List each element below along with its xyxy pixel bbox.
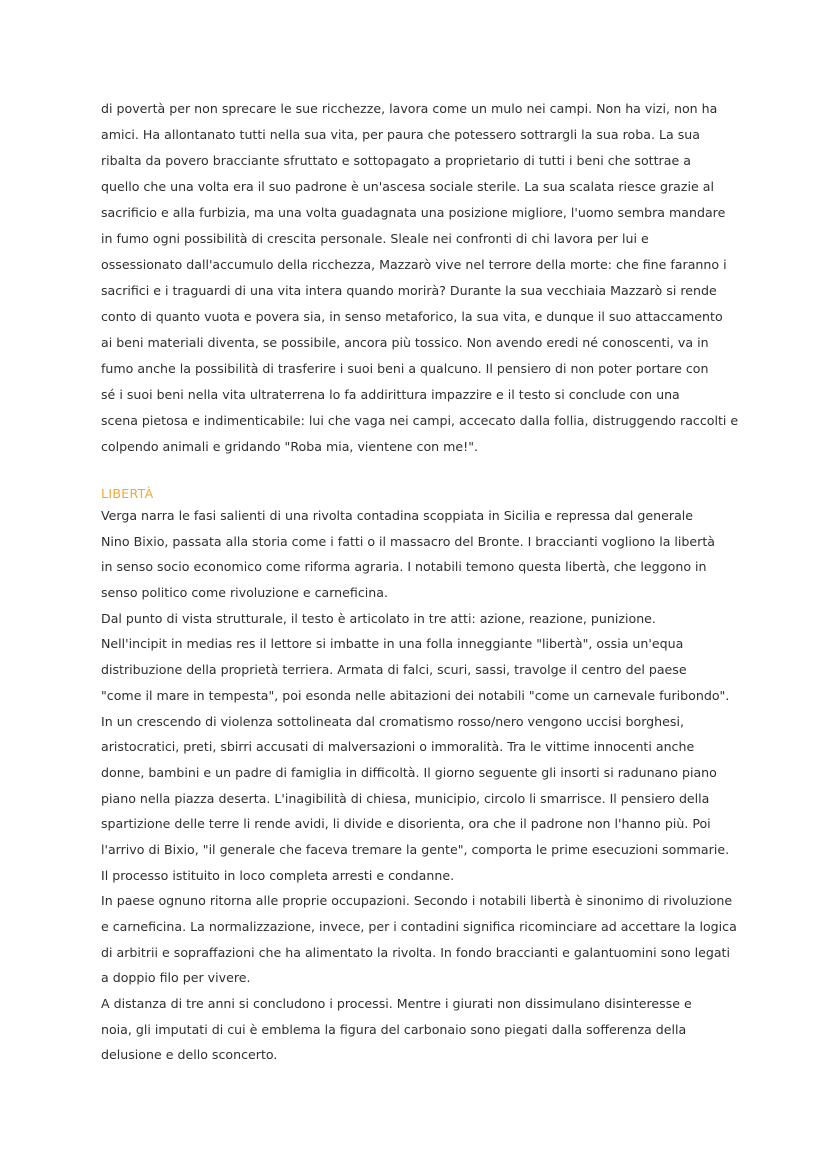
text-line: Dal punto di vista strutturale, il testo è articolato in tre atti: azione, reazione, punizione. — [101, 610, 656, 626]
text-line: scena pietosa e indimenticabile: lui che vaga nei campi, accecato dalla follia, distruggendo raccolti e — [101, 413, 739, 428]
text-line: donne, bambini e un padre di famiglia in difficoltà. Il giorno seguente gli insorti si radunano piano — [101, 764, 717, 780]
section-body — [101, 503, 741, 1068]
text-line: In paese ognuno ritorna alle proprie occupazioni. Secondo i notabili libertà è sinonimo di rivoluzione — [101, 893, 733, 909]
text-line: noia, gli imputati di cui è emblema la figura del carbonaio sono piegati dalla sofferenza della — [101, 1021, 687, 1037]
text-line: e carneficina. La normalizzazione, invece, per i contadini significa ricominciare ad accettare la logica — [101, 919, 737, 934]
text-line: fumo anche la possibilità di trasferire i suoi beni a qualcuno. Il pensiero di non poter portare con — [101, 361, 709, 376]
section-heading: LIBERTÀ — [101, 486, 154, 501]
text-line: sacrifici e i traguardi di una vita intera quando morirà? Durante la sua vecchiaia Mazzarò si rende — [101, 283, 717, 298]
text-line: delusione e dello sconcerto. — [101, 1047, 278, 1063]
text-line: "come il mare in tempesta", poi esonda nelle abitazioni dei notabili "come un carnevale furibondo". — [101, 687, 730, 703]
text-line: Nino Bixio, passata alla storia come i fatti o il massacro del Bronte. I braccianti vogliono la libertà — [101, 533, 716, 549]
text-line: aristocratici, preti, sbirri accusati di malversazioni o immoralità. Tra le vittime innocenti anche — [101, 739, 695, 755]
text-line: senso politico come rivoluzione e carneficina. — [101, 585, 388, 601]
text-line: piano nella piazza deserta. L'inagibilità di chiesa, municipio, circolo li smarrisce. Il pensiero della — [101, 790, 710, 806]
text-line: In un crescendo di violenza sottolineata dal cromatismo rosso/nero vengono uccisi borghesi, — [101, 713, 684, 729]
text-line: A distanza di tre anni si concludono i processi. Mentre i giurati non dissimulano disinteresse e — [101, 996, 692, 1012]
text-line: ribalta da povero bracciante sfruttato e sottopagato a proprietario di tutti i beni che sottrae a — [101, 153, 691, 168]
text-line: amici. Ha allontanato tutti nella sua vita, per paura che potessero sottrargli la sua roba. La sua — [101, 127, 700, 142]
text-line: spartizione delle terre li rende avidi, li divide e disorienta, ora che il padrone non l'hanno più. Poi — [101, 816, 711, 832]
text-line: sé i suoi beni nella vita ultraterrena lo fa addirittura impazzire e il testo si conclude con una — [101, 387, 680, 402]
text-line: ossessionato dall'accumulo della ricchezza, Mazzarò vive nel terrore della morte: che fine faranno i — [101, 257, 727, 272]
text-line: Verga narra le fasi salienti di una rivolta contadina scoppiata in Sicilia e repressa dal generale — [101, 508, 694, 523]
text-line: conto di quanto vuota e povera sia, in senso metaforico, la sua vita, e dunque il suo attaccamento — [101, 309, 723, 324]
text-line: di povertà per non sprecare le sue ricchezze, lavora come un mulo nei campi. Non ha vizi, non ha — [101, 101, 718, 116]
text-line: in senso socio economico come riforma agraria. I notabili temono questa libertà, che leggono in — [101, 559, 707, 575]
text-line: Il processo istituito in loco completa arresti e condanne. — [101, 867, 455, 883]
text-line: ai beni materiali diventa, se possibile, ancora più tossico. Non avendo eredi né conoscenti, va in — [101, 335, 709, 350]
text-line: sacrificio e alla furbizia, ma una volta guadagnata una posizione migliore, l'uomo sembra mandare — [101, 205, 726, 220]
text-line: di arbitrii e sopraffazioni che ha alimentato la rivolta. In fondo braccianti e galantuomini sono legati — [101, 944, 730, 960]
text-line: colpendo animali e gridando "Roba mia, vientene con me!". — [101, 439, 479, 454]
text-line: a doppio filo per vivere. — [101, 970, 251, 986]
text-line: quello che una volta era il suo padrone è un'ascesa sociale sterile. La sua scalata riesce grazie al — [101, 179, 714, 194]
text-line: l'arrivo di Bixio, "il generale che faceva tremare la gente", comporta le prime esecuzioni sommarie. — [101, 841, 730, 857]
text-line: Nell'incipit in medias res il lettore si imbatte in una folla inneggiante "libertà", ossia un'equa — [101, 636, 684, 652]
text-line: distribuzione della proprietà terriera. Armata di falci, scuri, sassi, travolge il centro del paese — [101, 662, 687, 678]
text-line: in fumo ogni possibilità di crescita personale. Sleale nei confronti di chi lavora per lui e — [101, 231, 649, 246]
intro-paragraph — [101, 96, 741, 460]
